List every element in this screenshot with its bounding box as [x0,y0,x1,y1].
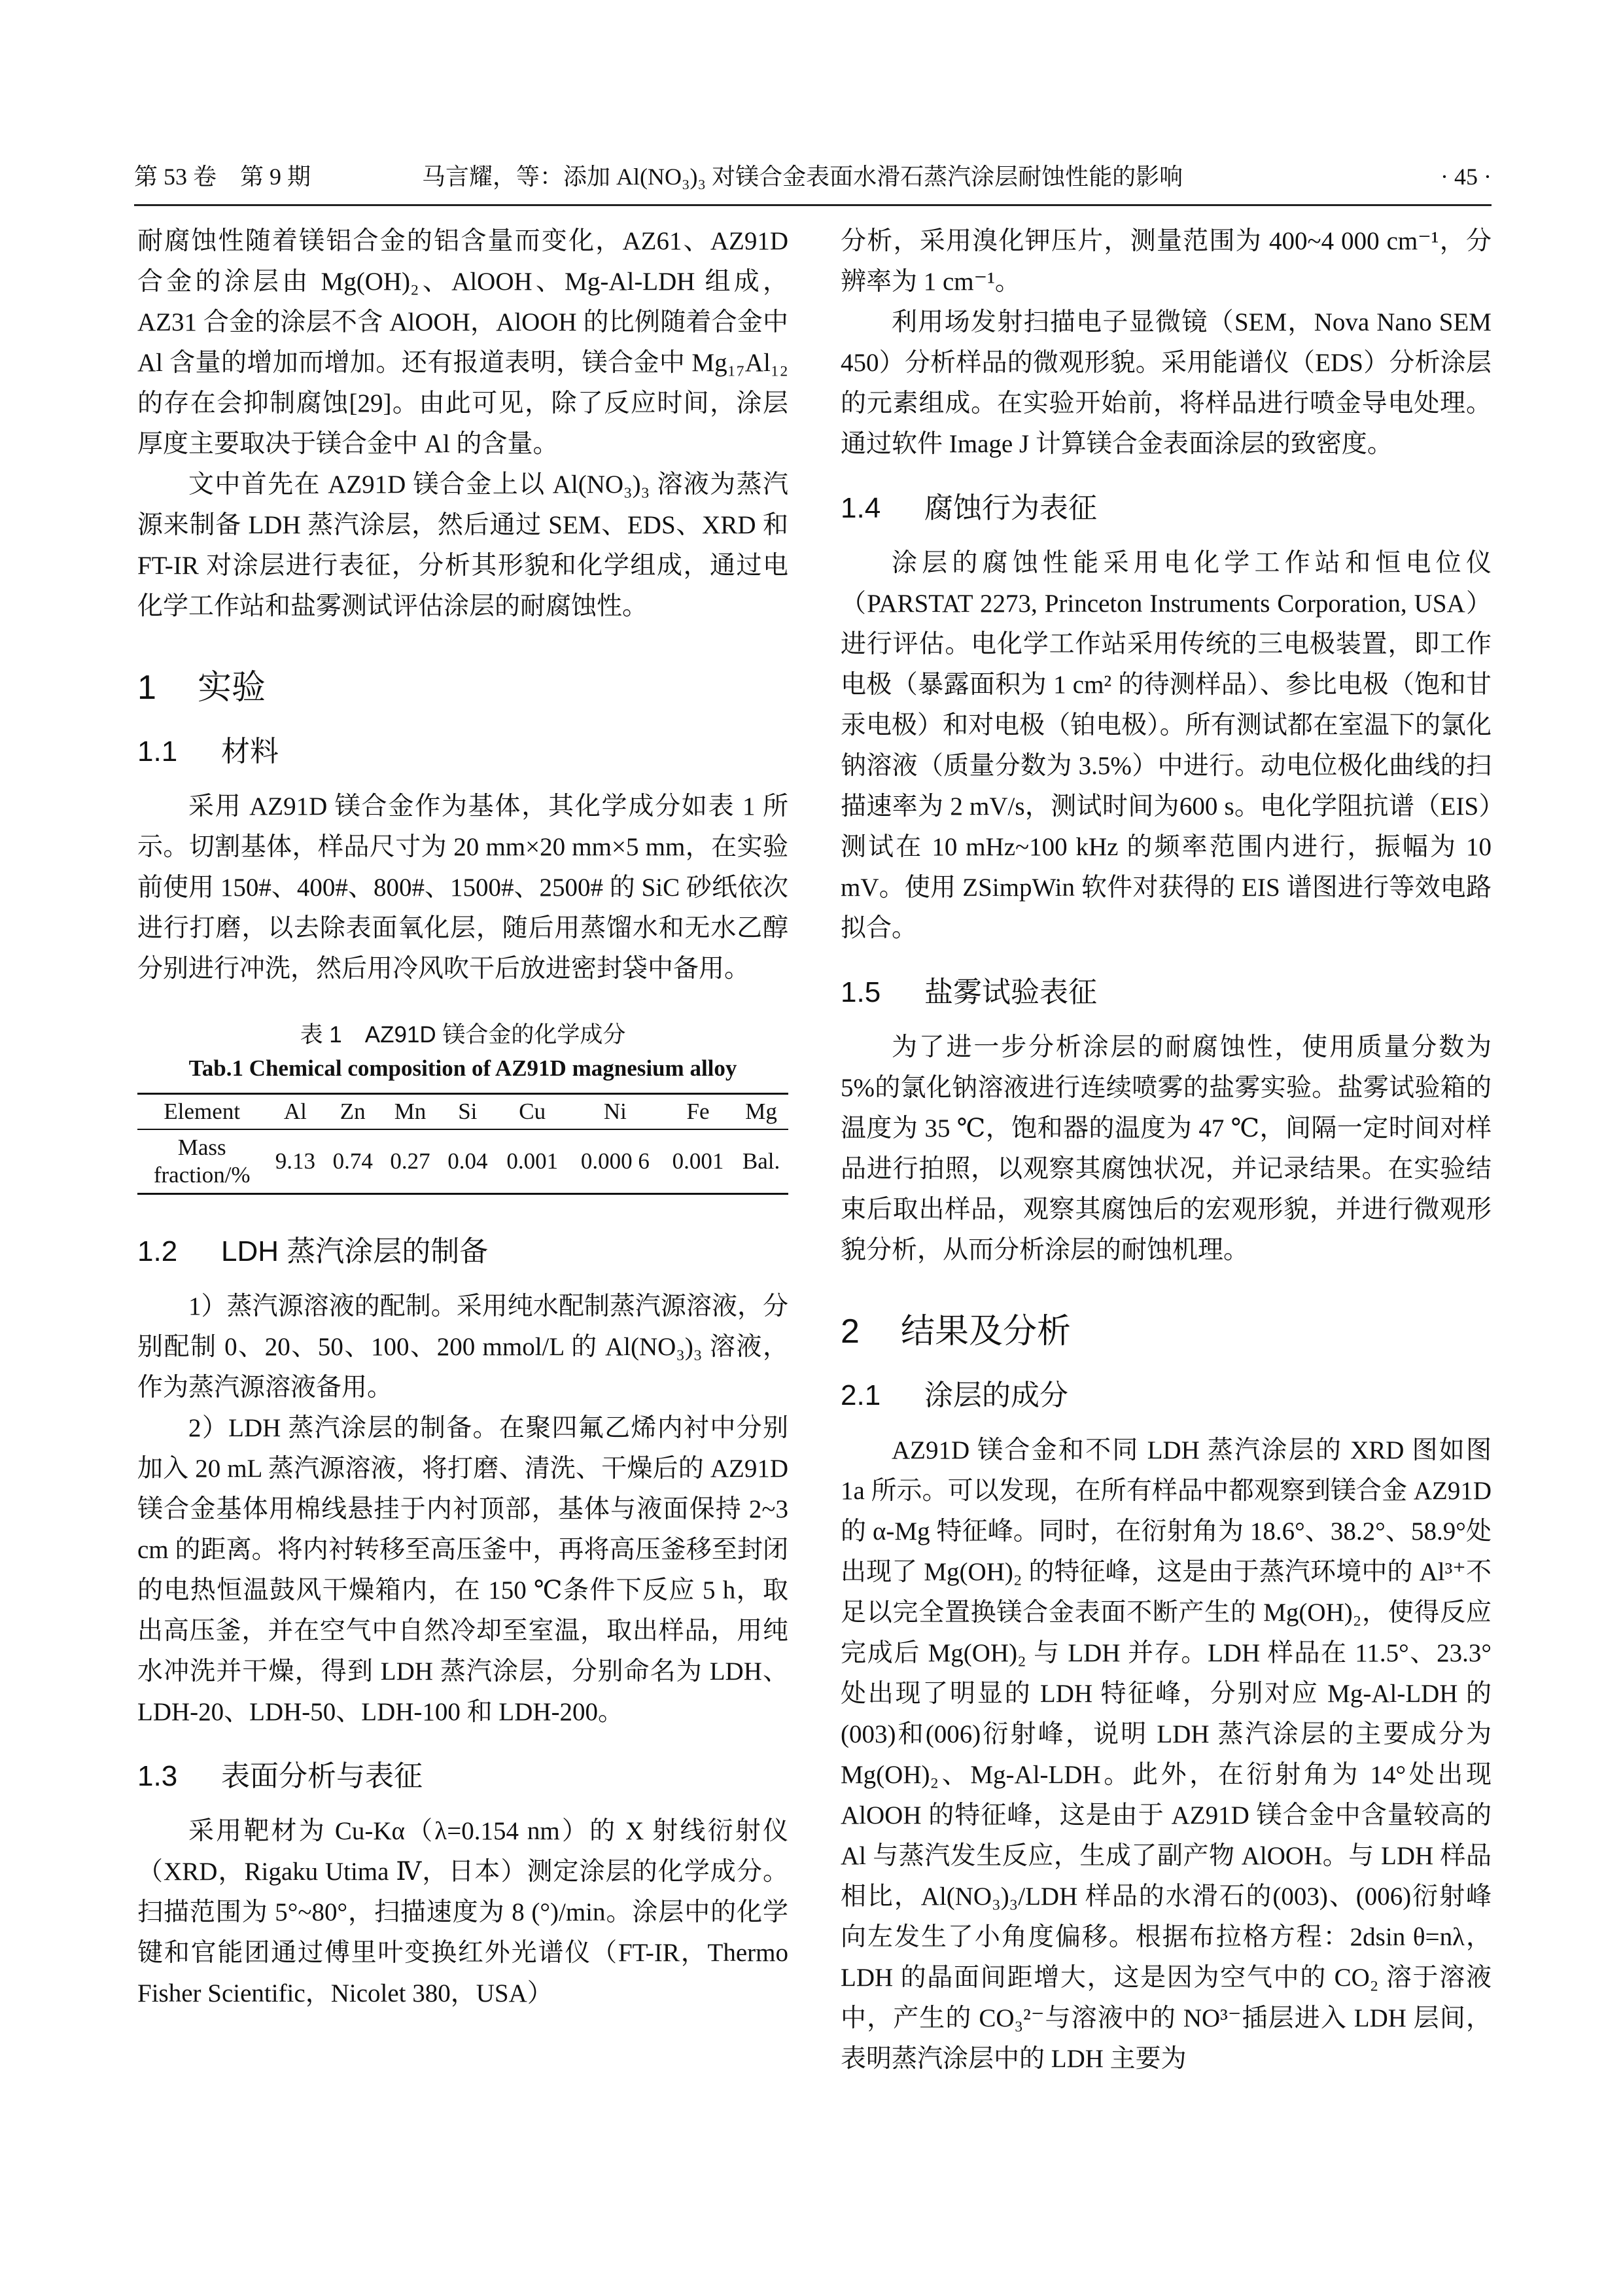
table-header-cell: Element [164,1099,241,1124]
subsection-heading [137,1756,788,1797]
section-heading [137,665,788,711]
table-cell: 0.001 [506,1148,559,1174]
section-number: 2 [841,1313,860,1351]
header-rule [134,204,1492,206]
table-cell: 0.74 [332,1148,373,1174]
table-header-row [137,1094,788,1130]
page-number: · 45 · [1440,164,1492,190]
running-title: 马言耀，等：添加 Al(NO₃)₃ 对镁合金表面水滑石蒸汽涂层耐蚀性能的影响 [422,164,1183,190]
subsection-number: 2.1 [841,1379,881,1411]
paragraph: 涂层的腐蚀性能采用电化学工作站和恒电位仪（PARSTAT 2273, Princeton Instruments Corporation, USA）进行评估。电化学工作站采用传统的三电极装置，即工作电极（暴露面积为 1 cm² 的待测样品）、参比电极（饱和甘汞电极）和对电极（铂电极）。所有测试都在室温下的氯化钠溶液（质量分数为 3.5%）中进行。动电位极化曲线的扫描速率为 2 mV/s，测试时间为600 s。电化学阻抗谱（EIS）测试在 10 mHz~100 kHz 的频率范围内进行，振幅为 10 mV。使用 ZSimpWin 软件对获得的 EIS 谱图进行等效电路拟合。 [841,549,1492,942]
table-header-cell: Fe [686,1099,710,1124]
section-title: 结果及分析 [901,1313,1072,1351]
running-header [134,157,1492,196]
subsection-title: 盐雾试验表征 [924,976,1097,1008]
section-heading [841,1309,1492,1354]
volume-issue: 第 53 卷 第 9 期 [134,164,311,190]
paragraph: 采用 AZ91D 镁合金作为基体，其化学成分如表 1 所示。切割基体，样品尺寸为 20 mm×20 mm×5 mm，在实验前使用 150#、400#、800#、1500#、2500# 的 SiC 砂纸依次进行打磨，以去除表面氧化层，随后用蒸馏水和无水乙醇分别进行冲洗，然后用冷风吹干后放进密封袋中备用。 [137,792,788,983]
subsection-heading [841,972,1492,1013]
subsection-heading [137,732,788,772]
subsection-number: 1.1 [137,735,178,768]
subsection-heading [137,1231,788,1272]
table-cell: 0.27 [390,1148,430,1174]
subsection-title: 腐蚀行为表征 [924,492,1097,524]
paragraph: 利用场发射扫描电子显微镜（SEM，Nova Nano SEM 450）分析样品的微观形貌。采用能谱仪（EDS）分析涂层的元素组成。在实验开始前，将样品进行喷金导电处理。通过软件 Image J 计算镁合金表面涂层的致密度。 [841,308,1492,458]
table-cell: 0.000 6 [580,1148,650,1174]
paragraph: 分析，采用溴化钾压片，测量范围为 400~4 000 cm⁻¹，分辨率为 1 cm⁻¹。 [841,227,1492,296]
composition-table [137,1093,788,1195]
paragraph: 耐腐蚀性随着镁铝合金的铝含量而变化，AZ61、AZ91D 合金的涂层由 Mg(OH)₂、AlOOH、Mg-Al-LDH 组成，AZ31 合金的涂层不含 AlOOH，AlOOH 的比例随着合金中 Al 含量的增加而增加。还有报道表明，镁合金中 Mg₁₇Al₁₂ 的存在会抑制腐蚀[29]。由此可见，除了反应时间，涂层厚度主要取决于镁合金中 Al 的含量。 [137,227,788,458]
subsection-heading [841,1375,1492,1416]
left-column [137,221,788,2014]
table-cell: 0.001 [672,1148,724,1174]
row-label [137,1129,266,1194]
subsection-title: 表面分析与表征 [221,1760,423,1792]
paragraph: 文中首先在 AZ91D 镁合金上以 Al(NO₃)₃ 溶液为蒸汽源来制备 LDH 蒸汽涂层，然后通过 SEM、EDS、XRD 和 FT-IR 对涂层进行表征，分析其形貌和化学组成，通过电化学工作站和盐雾测试评估涂层的耐腐蚀性。 [137,470,788,620]
paragraph: 2）LDH 蒸汽涂层的制备。在聚四氟乙烯内衬中分别加入 20 mL 蒸汽源溶液，将打磨、清洗、干燥后的 AZ91D 镁合金基体用棉线悬挂于内衬顶部，基体与液面保持 2~3 cm 的距离。将内衬转移至高压釜中，再将高压釜移至封闭的电热恒温鼓风干燥箱内，在 150 ℃条件下反应 5 h，取出高压釜，并在空气中自然冷却至室温，取出样品，用纯水冲洗并干燥，得到 LDH 蒸汽涂层，分别命名为 LDH、LDH-20、LDH-50、LDH-100 和 LDH-200。 [137,1414,788,1726]
paragraph: AZ91D 镁合金和不同 LDH 蒸汽涂层的 XRD 图如图 1a 所示。可以发现，在所有样品中都观察到镁合金 AZ91D 的 α-Mg 特征峰。同时，在衍射角为 18.6°、38.2°、58.9°处出现了 Mg(OH)₂ 的特征峰，这是由于蒸汽环境中的 Al³⁺不足以完全置换镁合金表面不断产生的 Mg(OH)₂，使得反应完成后 Mg(OH)₂ 与 LDH 并存。LDH 样品在 11.5°、23.3°处出现了明显的 LDH 特征峰，分别对应 Mg-Al-LDH 的(003)和(006)衍射峰，说明 LDH 蒸汽涂层的主要成分为 Mg(OH)₂、Mg-Al-LDH。此外，在衍射角为 14°处出现 AlOOH 的特征峰，这是由于 AZ91D 镁合金中含量较高的 Al 与蒸汽发生反应，生成了副产物 AlOOH。与 LDH 样品相比，Al(NO₃)₃/LDH 样品的水滑石的(003)、(006)衍射峰向左发生了小角度偏移。根据布拉格方程：2dsin θ=nλ，LDH 的晶面间距增大，这是因为空气中的 CO₂ 溶于溶液中，产生的 CO₃²⁻与溶液中的 NO³⁻插层进入 LDH 层间，表明蒸汽涂层中的 LDH 主要为 [841,1436,1492,2073]
table-caption-en: Tab.1 Chemical composition of AZ91D magnesium alloy [188,1055,737,1081]
row-label-line: fraction/% [153,1162,251,1188]
section-title: 实验 [198,669,266,707]
table-header-cell: Si [458,1099,478,1124]
paragraph: 采用靶材为 Cu-Kα（λ=0.154 nm）的 X 射线衍射仪（XRD，Rigaku Utima Ⅳ，日本）测定涂层的化学成分。扫描范围为 5°~80°，扫描速度为 8 (°)/min。涂层中的化学键和官能团通过傅里叶变换红外光谱仪（FT-IR，Thermo Fisher Scientific，Nicolet 380，USA） [137,1817,788,2007]
subsection-title: LDH 蒸汽涂层的制备 [221,1235,489,1267]
table-cell: Bal. [742,1148,780,1174]
subsection-number: 1.3 [137,1760,178,1792]
table-header-cell: Mg [745,1099,777,1124]
table-cell: 0.04 [447,1148,488,1174]
subsection-number: 1.5 [841,976,881,1008]
paragraph: 为了进一步分析涂层的耐腐蚀性，使用质量分数为 5%的氯化钠溶液进行连续喷雾的盐雾实验。盐雾试验箱的温度为 35 ℃，饱和器的温度为 47 ℃，间隔一定时间对样品进行拍照，以观察其腐蚀状况，并记录结果。在实验结束后取出样品，观察其腐蚀后的宏观形貌，并进行微观形貌分析，从而分析涂层的耐蚀机理。 [841,1033,1492,1264]
table-caption-cn: 表 1 AZ91D 镁合金的化学成分 [300,1022,626,1048]
table-header-cell: Al [283,1099,307,1124]
row-label-line: Mass [177,1135,226,1160]
subsection-number: 1.2 [137,1235,178,1267]
paragraph: 1）蒸汽源溶液的配制。采用纯水配制蒸汽源溶液，分别配制 0、20、50、100、200 mmol/L 的 Al(NO₃)₃ 溶液，作为蒸汽源溶液备用。 [137,1292,788,1402]
table-header-cell: Mn [394,1099,427,1124]
table-header-cell: Cu [519,1099,546,1124]
table-cell: 9.13 [275,1148,315,1174]
subsection-title: 材料 [221,735,279,768]
table-header-cell: Zn [340,1099,366,1124]
right-column [841,221,1492,2079]
section-number: 1 [137,669,156,707]
subsection-number: 1.4 [841,492,881,524]
table-row [137,1129,788,1194]
subsection-title: 涂层的成分 [924,1379,1068,1411]
subsection-heading [841,488,1492,529]
table-header-cell: Ni [603,1099,627,1124]
